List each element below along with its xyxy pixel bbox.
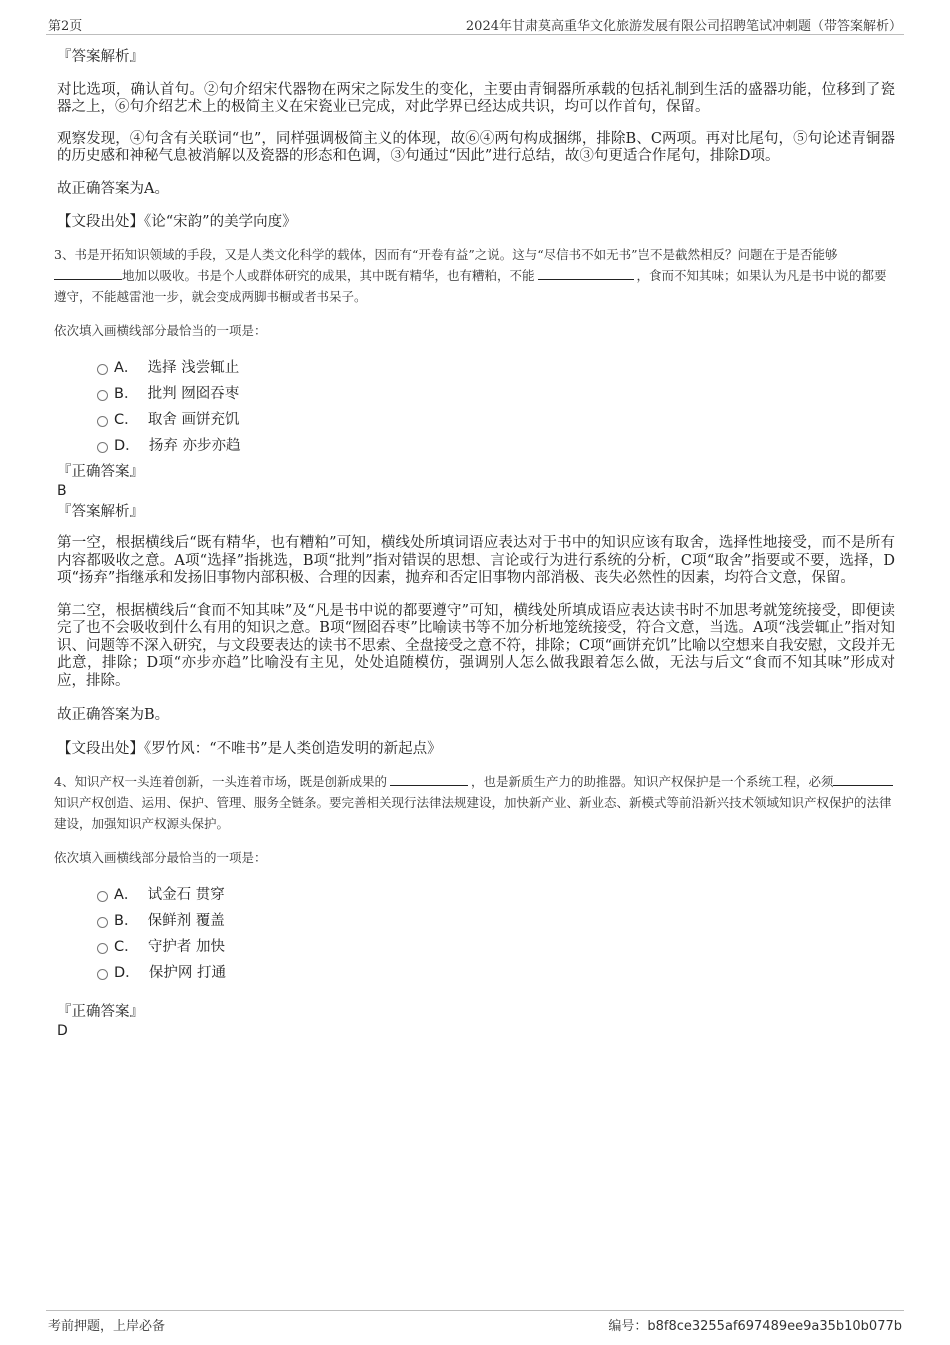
q3-option-a[interactable]: A． 选择 浅尝辄止	[57, 355, 895, 381]
q3-analysis-paragraph-2: 第二空，根据横线后“食而不知其味”及“凡是书中说的都要遵守”可知，横线处所填成语应表达读书时不加思考就笼统接受，即便读完了也不会吸收到什么有用的知识之意。B项“囫囵吞枣”比喻读书等不加分析地笼统接受，符合文意，当选。A项“浅尝辄止”指对知识、问题等不深入研究，与文段要表达的读书不思索、全盘接受之意不符，排除；C项“画饼充饥”比喻以空想来自我安慰，文段并无此意，排除；D项“亦步亦趋”比喻没有主见，处处追随模仿，强调别人怎么做我跟着怎么做，无法与后文“食而不知其味”形成对应，排除。	[57, 602, 895, 689]
radio-button[interactable]	[97, 943, 108, 954]
radio-button[interactable]	[97, 442, 108, 453]
q4-stem	[54, 771, 895, 834]
q3-blank-2	[538, 267, 634, 280]
footer-slogan: 考前押题，上岸必备	[48, 1319, 166, 1334]
footer-code-label: 编号：	[608, 1319, 648, 1334]
q3-option-b[interactable]: B． 批判 囫囵吞枣	[57, 381, 895, 407]
footer-code	[608, 1315, 902, 1334]
q3-stem-part-2: 地加以吸收。书是个人或群体研究的成果，其中既有精华，也有糟粕，不能	[122, 268, 535, 283]
q4-stem-part-3: 知识产权创造、运用、保护、管理、服务全链条。要完善相关现行法律法规建设，加快新产业、新业态、新模式等前沿新兴技术领域知识产权保护的法律建设，加强知识产权源头保护。	[54, 795, 892, 831]
radio-button[interactable]	[97, 416, 108, 427]
footer-code-value: b8f8ce3255af697489ee9a35b10b077b	[647, 1319, 902, 1334]
q3-source-title: 《罗竹风：“不唯书”是人类创造发明的新起点》	[144, 741, 442, 757]
q3-option-d[interactable]: D． 扬弃 亦步亦趋	[57, 433, 895, 459]
q4-blank-2	[833, 773, 893, 786]
q3-source	[57, 741, 895, 758]
radio-button[interactable]	[97, 390, 108, 401]
q2-source-label: 【文段出处】	[57, 214, 144, 230]
q4-option-c[interactable]: C． 守护者 加快	[57, 934, 895, 960]
q4-stem-part-2: ，也是新质生产力的助推器。知识产权保护是一个系统工程，必须	[470, 774, 834, 789]
radio-button[interactable]	[97, 969, 108, 980]
q3-stem-part-1: 3、书是开拓知识领域的手段，又是人类文化科学的载体，因而有“开卷有益”之说。这与“尽信书不如无书”岂不是截然相反？问题在于是否能够	[54, 247, 838, 262]
q3-analysis-label: 『答案解析』	[57, 504, 144, 520]
q3-options	[57, 355, 895, 459]
q3-stem	[54, 244, 895, 307]
q3-analysis-paragraph-1: 第一空，根据横线后“既有精华，也有糟粕”可知，横线处所填词语应表达对于书中的知识应该有取舍，选择性地接受，而不是所有内容都吸收之意。A项“选择”指挑选，B项“批判”指对错误的思想、言论或行为进行系统的分析，C项“取舍”指要或不要，选择，D项“扬弃”指继承和发扬旧事物内部积极、合理的因素，抛弃和否定旧事物内部消极、丧失必然性的因素，均符合文意，保留。	[57, 535, 895, 586]
page-content	[54, 44, 895, 1040]
q4-option-b[interactable]: B． 保鲜剂 覆盖	[57, 908, 895, 934]
q4-options	[57, 882, 895, 986]
document-title: 2024年甘肃莫高重华文化旅游发展有限公司招聘笔试冲刺题（带答案解析）	[465, 19, 902, 34]
q4-option-a[interactable]: A． 试金石 贯穿	[57, 882, 895, 908]
q4-correct-label: 『正确答案』	[57, 1004, 144, 1020]
q3-conclusion: 故正确答案为B。	[57, 707, 170, 723]
q2-analysis-paragraph-1: 对比选项，确认首句。②句介绍宋代器物在两宋之际发生的变化，主要由青铜器所承载的包括礼制到生活的盛器功能，位移到了瓷器之上，⑥句介绍艺术上的极简主义在宋瓷业已完成，对此学界已经达成共识，均可以作首句，保留。	[57, 82, 895, 115]
q3-option-c[interactable]: C． 取舍 画饼充饥	[57, 407, 895, 433]
radio-button[interactable]	[97, 364, 108, 375]
q4-prompt: 依次填入画横线部分最恰当的一项是：	[54, 850, 267, 865]
radio-button[interactable]	[97, 891, 108, 902]
page-number: 第2页	[48, 19, 83, 34]
q3-blank-1	[54, 267, 122, 280]
q3-stem-part-3: ，食而不知其味；如果认为凡是书中说的都要遵守，不能越雷池一步，就会变成两脚书橱或者书呆子。	[54, 268, 887, 304]
q2-source	[57, 214, 895, 231]
q4-correct-answer: D	[57, 1023, 68, 1039]
q4-stem-part-1: 4、知识产权一头连着创新，一头连着市场，既是创新成果的	[54, 774, 387, 789]
page-header	[46, 14, 904, 35]
q3-prompt: 依次填入画横线部分最恰当的一项是：	[54, 323, 267, 338]
radio-button[interactable]	[97, 917, 108, 928]
q2-analysis-paragraph-2: 观察发现，④句含有关联词“也”，同样强调极简主义的体现，故⑥④两句构成捆绑，排除B、C两项。再对比尾句，⑤句论述青铜器的历史感和神秘气息被消解以及瓷器的形态和色调，③句通过“因此”进行总结，故③句更适合作尾句，排除D项。	[57, 131, 895, 164]
q2-source-title: 《论“宋韵”的美学向度》	[144, 214, 297, 230]
q3-correct-answer: B	[57, 483, 67, 499]
q3-source-label: 【文段出处】	[57, 741, 144, 757]
q3-correct-label: 『正确答案』	[57, 464, 144, 480]
q4-option-d[interactable]: D． 保护网 打通	[57, 960, 895, 986]
q2-conclusion: 故正确答案为A。	[57, 181, 169, 197]
q2-analysis-label: 『答案解析』	[57, 49, 144, 65]
page-footer	[46, 1310, 904, 1335]
q4-blank-1	[390, 773, 468, 786]
